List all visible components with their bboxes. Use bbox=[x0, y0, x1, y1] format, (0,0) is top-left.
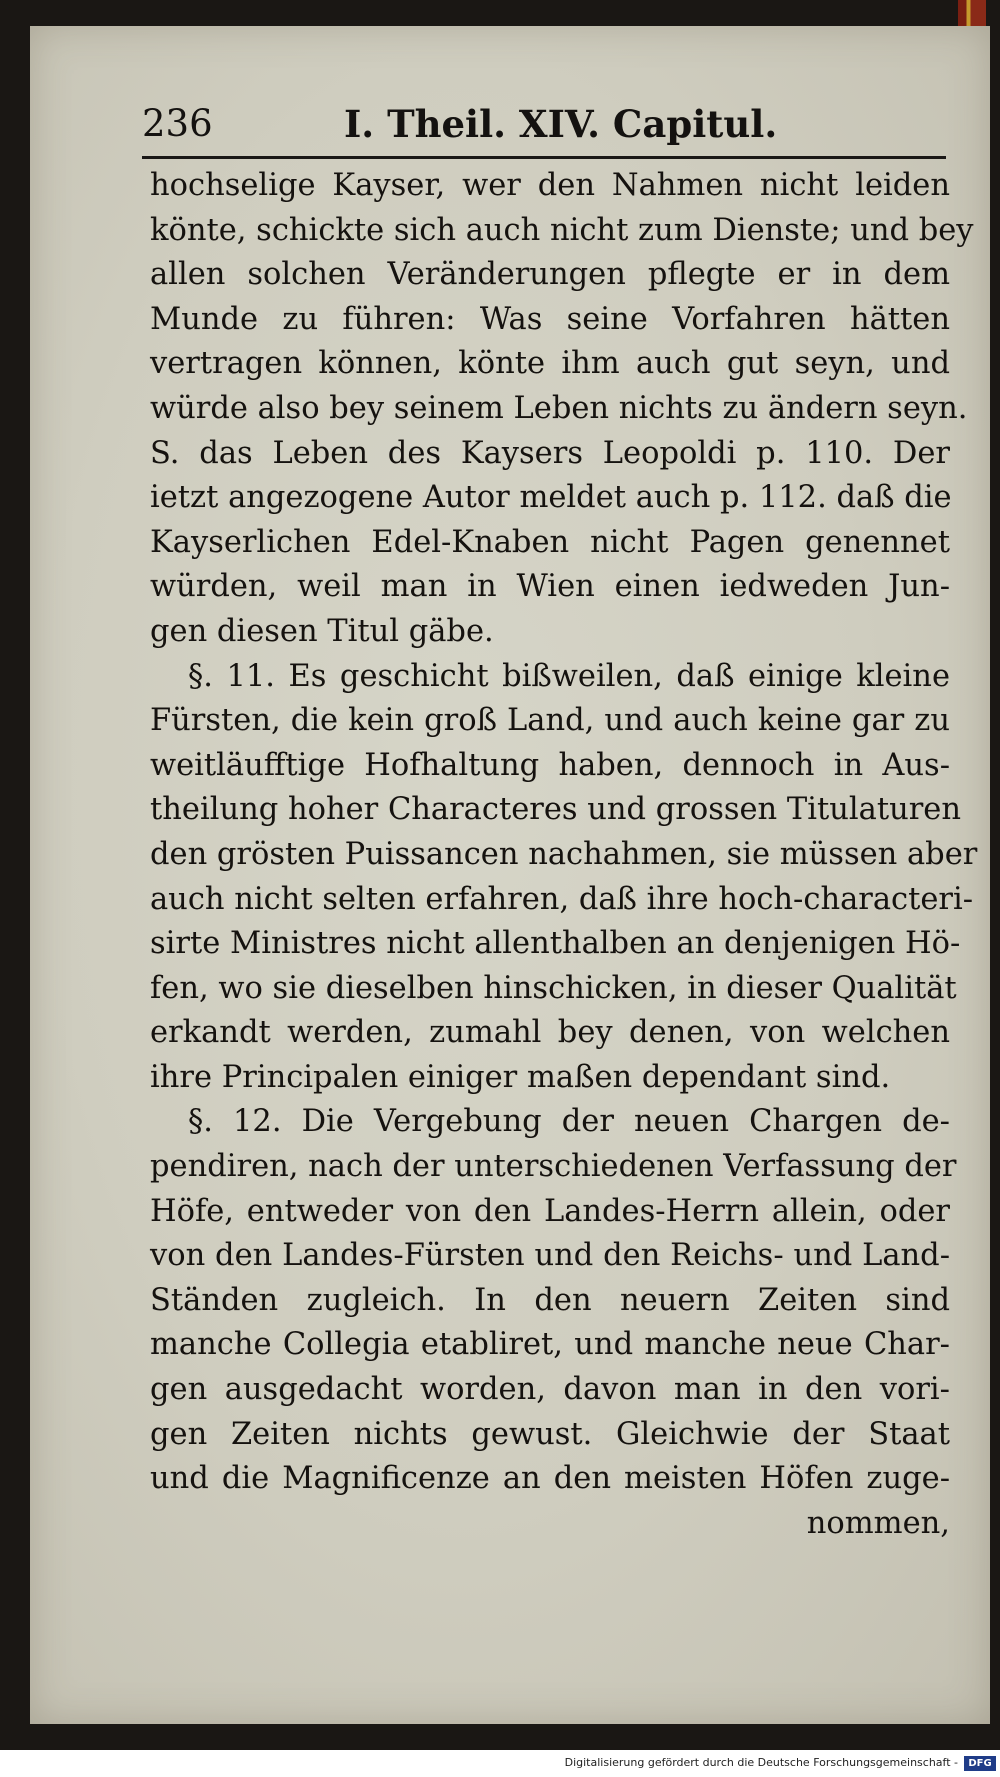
text-line: erkandt werden, zumahl bey denen, von welchen bbox=[150, 1015, 950, 1051]
running-title: I. Theil. XIV. Capitul. bbox=[344, 102, 778, 146]
catchword: nommen, bbox=[806, 1505, 950, 1541]
text-line: pendiren, nach der unterschiedenen Verfassung der bbox=[150, 1149, 957, 1185]
text-line: Fürsten, die kein groß Land, und auch keine gar zu bbox=[150, 703, 950, 739]
body-text bbox=[150, 164, 978, 1546]
text-line: ietzt angezogene Autor meldet auch p. 112. daß die bbox=[150, 480, 952, 516]
text-line: allen solchen Veränderungen pflegte er in dem bbox=[150, 257, 950, 293]
paragraph-start-line: §. 12. Die Vergebung der neuen Chargen de- bbox=[188, 1104, 950, 1140]
text-line: sirte Ministres nicht allenthalben an denjenigen Hö- bbox=[150, 926, 961, 962]
paragraph-start-line: §. 11. Es geschicht bißweilen, daß einige kleine bbox=[188, 658, 950, 694]
text-line: ihre Principalen einiger maßen dependant sind. bbox=[150, 1059, 891, 1095]
text-line: Kayserlichen Edel-Knaben nicht Pagen genennet bbox=[150, 524, 950, 560]
text-line: auch nicht selten erfahren, daß ihre hoch-characteri- bbox=[150, 881, 974, 917]
text-line: gen ausgedacht worden, davon man in den vori- bbox=[150, 1372, 950, 1408]
text-line: Munde zu führen: Was seine Vorfahren hätten bbox=[150, 301, 950, 337]
text-line: gen diesen Titul gäbe. bbox=[150, 613, 494, 649]
text-line: Ständen zugleich. In den neuern Zeiten sind bbox=[150, 1282, 950, 1318]
dfg-logo-icon: DFG bbox=[964, 1756, 996, 1771]
text-line: theilung hoher Characteres und grossen Titulaturen bbox=[150, 792, 962, 828]
text-line: und die Magnificenze an den meisten Höfen zuge- bbox=[150, 1461, 950, 1497]
text-line: vertragen können, könte ihm auch gut seyn, und bbox=[150, 346, 950, 382]
text-line: gen Zeiten nichts gewust. Gleichwie der Staat bbox=[150, 1416, 950, 1452]
text-line: würden, weil man in Wien einen iedweden Jun- bbox=[150, 569, 950, 605]
text-line: von den Landes-Fürsten und den Reichs- und Land- bbox=[150, 1238, 950, 1274]
text-line: manche Collegia etabliret, und manche neue Char- bbox=[150, 1327, 950, 1363]
text-line: den grösten Puissancen nachahmen, sie müssen aber bbox=[150, 836, 978, 872]
text-line: Höfe, entweder von den Landes-Herrn allein, oder bbox=[150, 1193, 950, 1229]
bookmark-ribbon bbox=[958, 0, 986, 26]
text-line: weitläufftige Hofhaltung haben, dennoch in Aus- bbox=[150, 747, 950, 783]
digitization-footer bbox=[0, 1750, 1000, 1777]
text-line: würde also bey seinem Leben nichts zu ändern seyn. bbox=[150, 390, 968, 426]
header-rule bbox=[142, 156, 946, 159]
page-header bbox=[142, 96, 942, 152]
text-line: hochselige Kayser, wer den Nahmen nicht leiden bbox=[150, 168, 950, 203]
funding-credit: Digitalisierung gefördert durch die Deutsche Forschungsgemeinschaft - bbox=[564, 1756, 958, 1769]
page-number: 236 bbox=[142, 102, 213, 145]
text-line: könte, schickte sich auch nicht zum Dienste; und bey bbox=[150, 212, 974, 248]
text-line: fen, wo sie dieselben hinschicken, in dieser Qualität bbox=[150, 970, 957, 1006]
text-line: S. das Leben des Kaysers Leopoldi p. 110. Der bbox=[150, 435, 950, 471]
